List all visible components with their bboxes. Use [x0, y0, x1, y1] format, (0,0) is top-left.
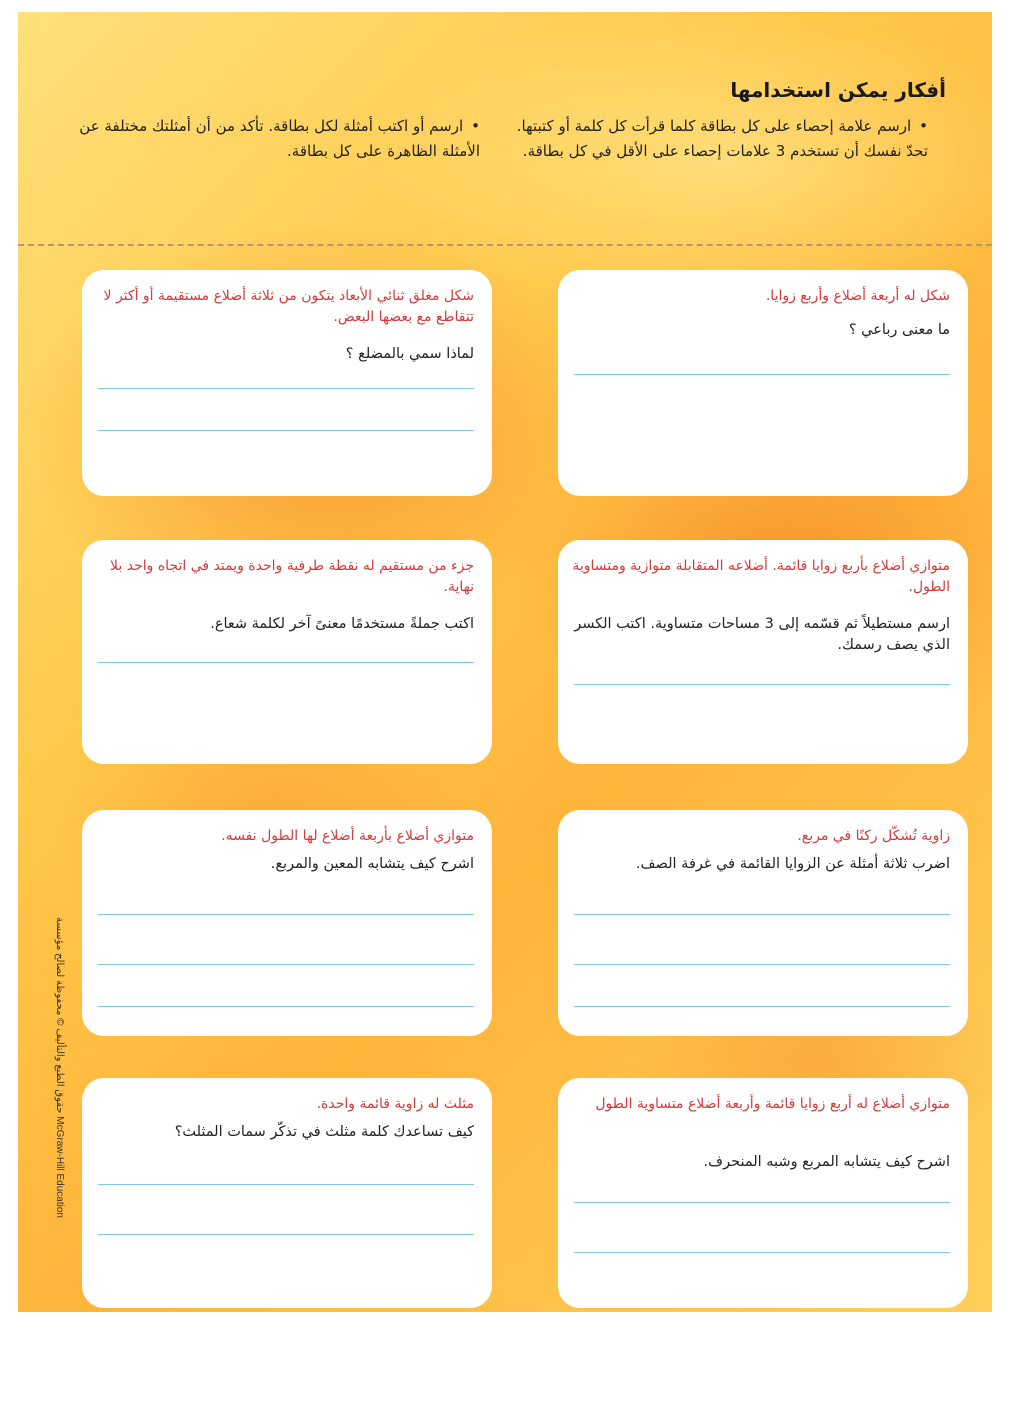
answer-line[interactable] — [98, 914, 474, 915]
idea-text-1: ارسم علامة إحصاء على كل بطاقة كلما قرأت كل كلمة أو كتبتها. تحدّ نفسك أن تستخدم 3 علامات إحصاء على الأقل في كل بطاقة. — [516, 117, 928, 160]
copyright-credit: حقوق الطبع والتأليف © محفوظة لصالح مؤسسة McGraw-Hill Education — [54, 917, 65, 1218]
idea-text-2: ارسم أو اكتب أمثلة لكل بطاقة. تأكد من أن أمثلتك مختلفة عن الأمثلة الظاهرة على كل بطاقة. — [79, 117, 480, 160]
card-definition: مثلث له زاوية قائمة واحدة. — [316, 1096, 474, 1112]
vocab-card-square — [558, 1078, 968, 1308]
card-question: ارسم مستطيلاً ثم قسّمه إلى 3 مساحات متساوية. اكتب الكسر الذي يصف رسمك. — [574, 616, 950, 653]
answer-line[interactable] — [98, 430, 474, 431]
answer-line[interactable] — [98, 1234, 474, 1235]
card-question: لماذا سمي بالمضلع ؟ — [345, 346, 474, 362]
answer-line[interactable] — [98, 964, 474, 965]
card-definition: متوازي أضلاع بأربعة أضلاع لها الطول نفسه. — [221, 828, 474, 844]
vocab-card-quadrilateral — [558, 270, 968, 496]
cut-line-divider — [18, 244, 992, 246]
card-question: كيف تساعدك كلمة مثلث في تذكّر سمات المثلث؟ — [174, 1124, 474, 1140]
bullet-icon: • — [919, 117, 928, 135]
card-definition: شكل له أربعة أضلاع وأربع زوايا. — [765, 288, 950, 304]
answer-line[interactable] — [574, 1006, 950, 1007]
card-definition: زاوية تُشكّل ركنًا في مربع. — [797, 828, 950, 844]
vocab-card-right-triangle — [82, 1078, 492, 1308]
card-definition: جزء من مستقيم له نقطة طرفية واحدة ويمتد في اتجاه واحد بلا نهاية. — [110, 558, 474, 595]
vocab-card-rhombus — [82, 810, 492, 1036]
bullet-icon: • — [471, 117, 480, 135]
vocab-card-right-angle — [558, 810, 968, 1036]
card-question: اشرح كيف يتشابه المربع وشبه المنحرف. — [703, 1154, 950, 1170]
answer-line[interactable] — [574, 684, 950, 685]
card-question: اكتب جملةً مستخدمًا معنىً آخر لكلمة شعاع. — [210, 616, 474, 632]
card-question: ما معنى رباعي ؟ — [848, 322, 950, 338]
answer-line[interactable] — [98, 662, 474, 663]
card-definition: شكل مغلق ثنائي الأبعاد يتكون من ثلاثة أضلاع مستقيمة أو أكثر لا تتقاطع مع بعضها البعض. — [103, 288, 474, 325]
card-definition: متوازي أضلاع بأربع زوايا قائمة. أضلاعه المتقابلة متوازية ومتساوية الطول. — [572, 558, 950, 595]
idea-item-1 — [508, 114, 928, 164]
answer-line[interactable] — [574, 374, 950, 375]
answer-line[interactable] — [98, 1006, 474, 1007]
answer-line[interactable] — [574, 964, 950, 965]
vocab-card-polygon — [82, 270, 492, 496]
answer-line[interactable] — [574, 1202, 950, 1203]
card-question: اشرح كيف يتشابه المعين والمربع. — [270, 856, 474, 872]
answer-line[interactable] — [98, 388, 474, 389]
ideas-title: أفكار يمكن استخدامها — [730, 78, 946, 102]
vocab-card-rectangle — [558, 540, 968, 764]
answer-line[interactable] — [98, 1184, 474, 1185]
vocab-card-ray — [82, 540, 492, 764]
idea-item-2 — [70, 114, 480, 164]
answer-line[interactable] — [574, 1252, 950, 1253]
answer-line[interactable] — [574, 914, 950, 915]
worksheet-page — [18, 12, 992, 1312]
ideas-section — [18, 12, 992, 242]
card-question: اضرب ثلاثة أمثلة عن الزوايا القائمة في غرفة الصف. — [635, 856, 950, 872]
card-definition: متوازي أضلاع له أربع زوايا قائمة وأربعة أضلاع متساوية الطول — [595, 1096, 950, 1112]
